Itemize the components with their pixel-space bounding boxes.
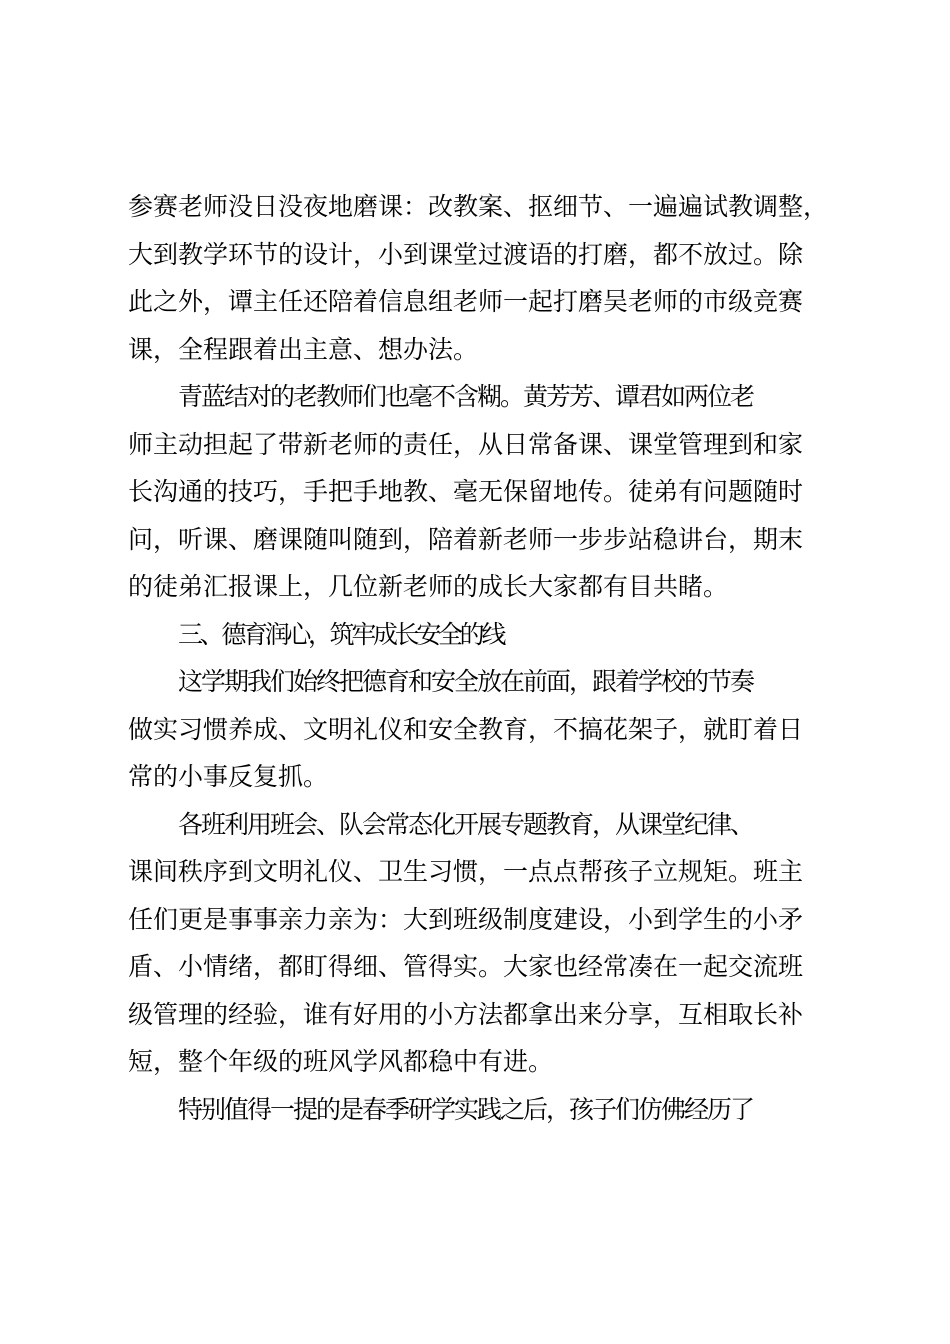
text-line: 级管理的经验，谁有好用的小方法都拿出来分享，互相取长补 <box>128 999 804 1029</box>
text-line: 做实习惯养成、文明礼仪和安全教育，不搞花架子，就盯着日 <box>128 714 804 744</box>
section-heading <box>128 611 838 659</box>
paragraph-2 <box>128 373 838 611</box>
text-line: 任们更是事事亲力亲为：大到班级制度建设，小到学生的小矛 <box>128 904 804 934</box>
text-line: 盾、小情绪，都盯得细、管得实。大家也经常凑在一起交流班 <box>128 952 804 981</box>
paragraph-4 <box>128 801 838 1086</box>
text-line: 特别值得一提的是春季研学实践之后，孩子们仿佛经历了 <box>178 1094 754 1124</box>
text-line: 的徒弟汇报课上，几位新老师的成长大家都有目共睹。 <box>128 572 729 601</box>
heading-line: 三、德育润心，筑牢成长安全的线 <box>178 619 504 649</box>
paragraph-1 <box>128 183 838 373</box>
document-body <box>128 183 838 1133</box>
text-line: 课，全程跟着出主意、想办法。 <box>128 334 479 364</box>
text-line: 参赛老师没日没夜地磨课：改教案、抠细节、一遍遍试教调整， <box>128 192 829 221</box>
text-line: 这学期我们始终把德育和安全放在前面，跟着学校的节奏 <box>178 667 754 696</box>
text-line: 此之外，谭主任还陪着信息组老师一起打磨吴老师的市级竞赛 <box>128 287 804 316</box>
text-line: 长沟通的技巧，手把手地教、毫无保留地传。徒弟有问题随时 <box>128 477 804 506</box>
text-line: 大到教学环节的设计，小到课堂过渡语的打磨，都不放过。除 <box>128 239 804 269</box>
text-line: 各班利用班会、队会常态化开展专题教育，从课堂纪律、 <box>178 809 754 839</box>
text-line: 青蓝结对的老教师们也毫不含糊。黄芳芳、谭君如两位老 <box>178 382 754 411</box>
text-line: 常的小事反复抓。 <box>128 762 329 791</box>
text-line: 问，听课、磨课随叫随到，陪着新老师一步步站稳讲台，期末 <box>128 524 804 554</box>
paragraph-3 <box>128 658 838 801</box>
text-line: 师主动担起了带新老师的责任，从日常备课、课堂管理到和家 <box>128 429 804 459</box>
text-line: 短，整个年级的班风学风都稳中有进。 <box>128 1047 554 1076</box>
paragraph-5 <box>128 1086 838 1134</box>
text-line: 课间秩序到文明礼仪、卫生习惯，一点点帮孩子立规矩。班主 <box>128 857 804 886</box>
